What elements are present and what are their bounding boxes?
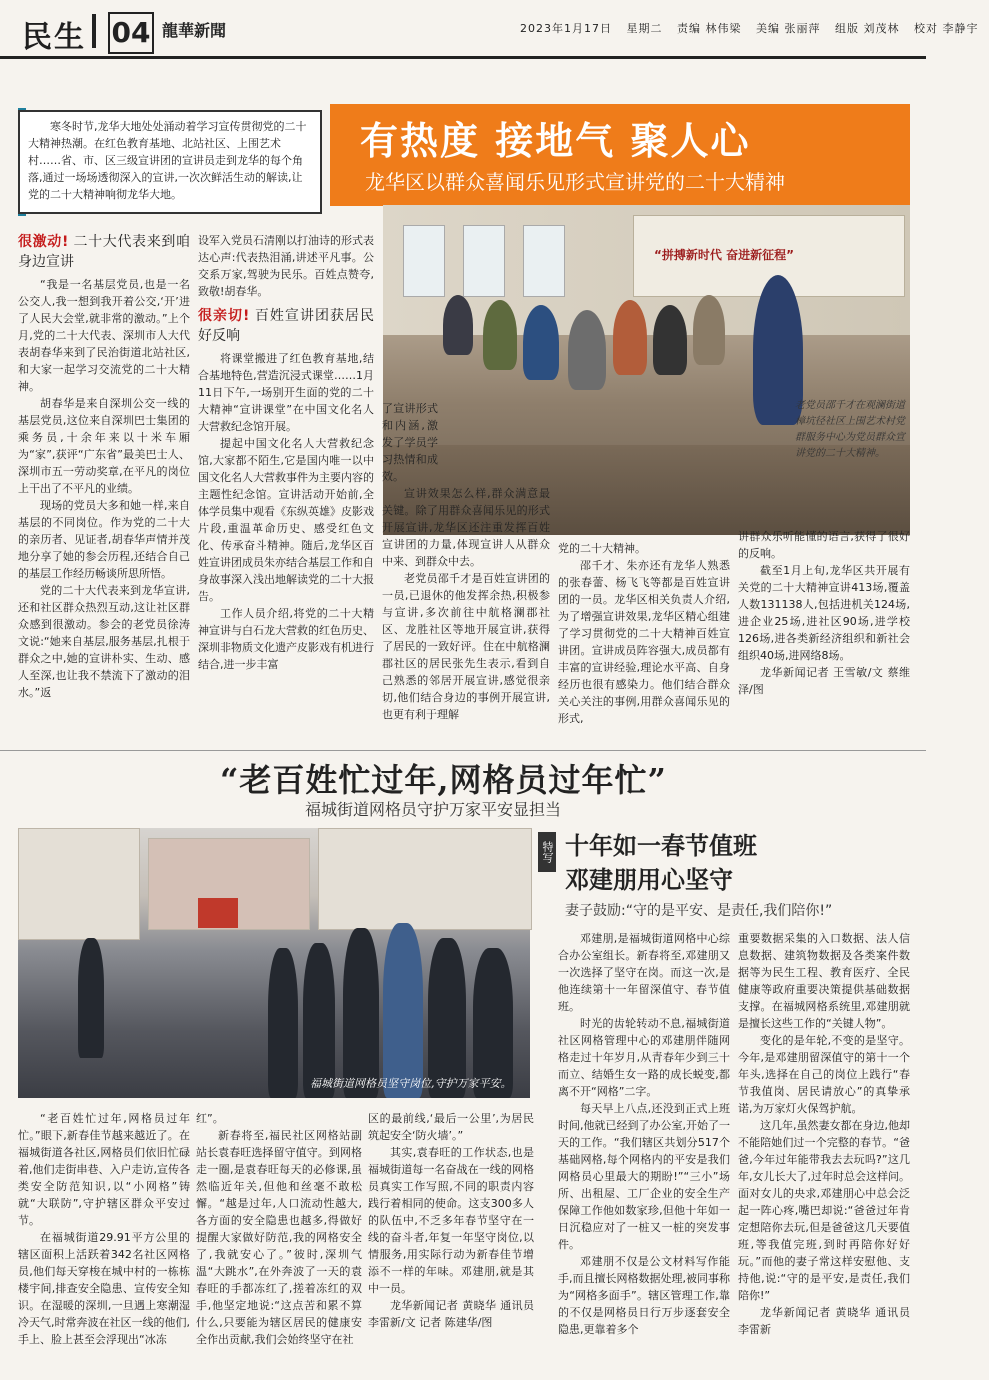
paragraph: 其实,袁春旺的工作状态,也是福城街道每一名奋战在一线的网格员真实工作写照,不同的职责内容践行着相同的使命。这支300多人的队伍中,不乏多年春节坚守在一线的奋斗者,年复一年坚守岗位,以情服务,用实际行动为新春佳节增添不一样的年味。邓建朋,就是其中一员。 (368, 1146, 534, 1295)
paragraph: 新春将至,福民社区网格站副站长袁春旺选择留守值守。到网格走一圈,是袁春旺每天的必修课,虽然临近年关,但他和丝毫不敢松懈。“越是过年,人口流动性越大,各方面的安全隐患也越多,得做好提醒大家做好防范,我的网格安全了,我就安心了。”彼时,深圳气温“大跳水”,在外奔波了一天的袁春旺的手都冻红了,搓着冻红的双手,他坚定地说:“这点苦和累不算什么,只要能为辖区居民的健康安全作出贡献,我们会始终坚守在社 (196, 1129, 362, 1346)
paragraph: 在福城街道29.91平方公里的辖区面积上活跃着342名社区网格员,他们每天穿梭在城中村的一栋栋楼宇间,排查安全隐患、宣传安全知识。在湿暖的深圳,一旦遇上寒潮湿冷天气,时常奔波在社区一线的他们,手上、脸上甚至会浮现出“冰冻 (18, 1231, 190, 1346)
col2-subhead-text: 百姓宣讲团获居民好反响 (198, 308, 375, 344)
col2-subhead (198, 306, 374, 346)
issue-weekday: 星期二 (626, 22, 663, 35)
paragraph: 讲群众乐听能懂的语言,获得了很好的反响。 (738, 530, 910, 560)
section-divider (92, 14, 96, 48)
proof-credit: 校对 李静宇 (914, 22, 979, 35)
section-rule (0, 750, 926, 751)
paragraph: 设军入党员石清刚以打油诗的形式表达心声:代表热泪涌,讲述平凡事。公交系万家,驾驶为民乐。百姓点赞夸,致敬!胡春华。 (198, 234, 374, 298)
paragraph: 每天早上八点,还没到正式上班时间,他就已经到了办公室,开始了一天的工作。“我们辖区共划分517个基础网格,每个网格内的平安是我们网格员心里最大的期盼!”“三小”场所、出租屋、工厂企业的安全生产保障工作他如数家珍,但他十年如一日沉稳应对了一桩又一桩的突发事件。 (558, 1102, 730, 1251)
paragraph: 重要数据采集的入口数据、法人信息数据、建筑物数据及各类案件数据等为民生工程、教育医疗、全民健康等政府重要决策提供基础数据支撑。在福城网格系统里,邓建朋就是擅长这些工作的“关键人物”。 (738, 932, 910, 1030)
article3-col1 (558, 930, 730, 1338)
paragraph: 截至1月上旬,龙华区共开展有关党的二十大精神宣讲413场,覆盖人数131138人,包括进机关124场,进企业25场,进社区90场,进学校126场,进各类新经济组织和新社会组织40场,进网络8场。 (738, 564, 910, 662)
article3-title-line1: 十年如一春节值班 (565, 831, 757, 860)
col1-subhead-red: 很激动! (18, 234, 69, 250)
page-number: 04 (108, 12, 154, 54)
paragraph: 了宣讲形式和内涵,激发了学员学习热情和成效。 (382, 402, 438, 483)
brand-logo: 龍華新聞 (162, 21, 227, 40)
issue-date: 2023年1月17日 (520, 22, 612, 35)
page-header (0, 0, 979, 60)
section-name: 民生 (22, 20, 86, 55)
issue-meta (520, 20, 989, 36)
paragraph: 工作人员介绍,将党的二十大精神宣讲与白石龙大营救的红色历史、深圳非物质文化遗产皮影戏有机进行结合,进一步丰富 (198, 607, 374, 671)
paragraph: 老党员邵千才是百姓宣讲团的一员,已退休的他发挥余热,积极参与宣讲,多次前往中航格澜郡社区、龙胜社区等地开展宣讲,获得了居民的一致好评。住在中航格澜郡社区的居民张先生表示,看到自己熟悉的邻居开展宣讲,感觉很亲切,他们结合身边的事例开展宣讲,也更有利于理解 (382, 572, 550, 721)
layout-credit: 组版 刘茂林 (835, 22, 900, 35)
article3-col2 (738, 930, 910, 1338)
byline: 龙华新闻记者 王雪敏/文 蔡维泽/图 (738, 666, 910, 696)
paragraph: 时光的齿轮转动不息,福城街道社区网格管理中心的邓建朋伴随网格走过十年岁月,从青春年少到三十而立、结婚生女一路的成长蜕变,都离不开“网格”二字。 (558, 1017, 730, 1098)
paragraph: 邓建朋,是福城街道网格中心综合办公室组长。新春将至,邓建朋又一次选择了坚守在岗。而这一次,是他连续第十一年留深值守、春节值班。 (558, 932, 730, 1013)
article2-title: “老百姓忙过年,网格员过年忙” (220, 761, 667, 799)
article2-col3 (368, 1110, 534, 1331)
paragraph: 这几年,虽然妻女都在身边,他却不能陪她们过一个完整的春节。“爸爸,今年过年能带我去去玩吗?”这几年,女儿长大了,过年时总会这样问。面对女儿的央求,邓建朋心中总会泛起一阵心疼,嘴巴却说:“爸爸过年肯定想陪你去玩,但是爸爸这几天要值班,等我值完班,到时再陪你好好玩。”而他的妻子常这样安慰他、支持他,说:“守的是平安,是责任,我们陪你!” (738, 1119, 910, 1302)
article2-col2 (196, 1110, 362, 1348)
article3-subtitle: 妻子鼓励:“守的是平安、是责任,我们陪你!” (565, 903, 833, 919)
col2-subhead-red: 很亲切! (198, 308, 250, 324)
article1-col1 (18, 232, 190, 701)
feature-tag: 特写 (538, 832, 556, 872)
paragraph: 区的最前线,‘最后一公里’,为居民筑起安全‘防火墙’。” (368, 1112, 534, 1142)
designer-credit: 美编 张丽萍 (756, 22, 821, 35)
paragraph: 现场的党员大多和她一样,来自基层的不同岗位。作为党的二十大的亲历者、见证者,胡春华声情并茂地分享了她的参会历程,还结合自己的基层工作经历畅谈所思所悟。 (18, 499, 190, 580)
paragraph: 邵千才、朱亦还有龙华人熟悉的张春蕾、杨飞飞等都是百姓宣讲团的一员。龙华区相关负责人介绍,为了增强宣讲效果,龙华区精心组建了学习贯彻党的二十大精神百姓宣讲团。宣讲成员阵容强大,成员都有丰富的宣讲经验,理论水平高、自身经历也很有感染力。他们结合群众关心关注的事例,用群众喜闻乐见的形式, (558, 559, 730, 725)
paragraph: 变化的是年轮,不变的是坚守。今年,是邓建朋留深值守的第十一个年头,选择在自己的岗位上践行“春节我值岗、居民请放心”的真挚承诺,为万家灯火保驾护航。 (738, 1034, 910, 1115)
article1-title: 有热度 接地气 聚人心 (360, 118, 751, 163)
paragraph: 邓建朋不仅是公文材料写作能手,而且擅长网格数据处理,被同事称为“网格多面手”。辖区管理工作,靠的不仅是网格员日行万步逐套安全隐患,更靠着多个 (558, 1255, 730, 1336)
article1-intro: 寒冬时节,龙华大地处处涌动着学习宣传贯彻党的二十大精神热潮。在红色教育基地、北站社区、上围艺术村……省、市、区三级宣讲团的宣讲员走到龙华的每个角落,通过一场场透彻深入的宣讲,一次次鲜活生动的解读,让党的二十大精神响彻龙华大地。 (18, 110, 322, 214)
article2-photo (18, 828, 530, 1098)
paragraph: “老百姓忙过年,网格员过年忙。”眼下,新春佳节越来越近了。在福城街道各社区,网格员们依旧忙碌着,他们走街串巷、入户走访,宣传各类安全防范知识,以“小网格”铸就“大联防”,守护辖区群众平安过节。 (18, 1112, 190, 1227)
paragraph: 党的二十大精神。 (558, 542, 646, 555)
article1-photo-caption: 老党员邵千才在观澜街道樟坑径社区上围艺术村党群服务中心为党员群众宣讲党的二十大精神。 (795, 400, 905, 459)
article1-col4 (558, 540, 730, 727)
photo-screen-text: “拼搏新时代 奋进新征程” (654, 248, 794, 262)
col1-subhead (18, 232, 190, 272)
paragraph: 胡春华是来自深圳公交一线的基层党员,这位来自深圳巴士集团的乘务员,十余年来以十米车厢为“家”,获评“广东省”最美巴士人、深圳市五一劳动奖章,在平凡的岗位上干出了不平凡的业绩。 (18, 397, 190, 495)
paragraph: 党的二十大代表来到龙华宣讲,还和社区群众热烈互动,这让社区群众感到很激动。参会的老党员徐涛文说:“她来自基层,服务基层,扎根于群众之中,她的宣讲朴实、生动、感人至深,也让我不禁流下了激动的泪水。”返 (18, 584, 190, 699)
article2-photo-caption: 福城街道网格员坚守岗位,守护万家平安。 (310, 1077, 512, 1090)
paragraph: 提起中国文化名人大营救纪念馆,大家都不陌生,它是国内唯一以中国文化名人大营救事件为主要内容的主题性纪念馆。宣讲活动开始前,全体学员集中观看《东纵英雄》皮影戏片段,重温革命历史、感受红色文化、传承奋斗精神。随后,龙华区百姓宣讲团成员朱亦结合基层工作和自身故事深入浅出地解读党的二十大报告。 (198, 437, 374, 603)
article2-col1 (18, 1110, 190, 1348)
editor-credit: 责编 林伟梁 (677, 22, 742, 35)
article2-subtitle: 福城街道网格员守护万家平安显担当 (305, 800, 562, 819)
byline: 龙华新闻记者 黄晓华 通讯员 李雷新 (738, 1306, 910, 1336)
paragraph: 将课堂搬进了红色教育基地,结合基地特色,营造沉浸式课堂……1月11日下午,一场别开生面的党的二十大精神“宣讲课堂”在中国文化名人大营救纪念馆开展。 (198, 352, 374, 433)
byline: 龙华新闻记者 黄晓华 通讯员 李雷新/文 记者 陈建华/图 (368, 1299, 534, 1329)
header-rule (0, 56, 926, 59)
paragraph: 宣讲效果怎么样,群众满意最关键。除了用群众喜闻乐见的形式开展宣讲,龙华区还注重发挥百姓宣讲团的力量,体现宣讲人从群众中来、到群众中去。 (382, 487, 550, 568)
article1-col2 (198, 232, 374, 673)
paragraph: 红”。 (196, 1112, 224, 1125)
article1-col3 (382, 400, 550, 723)
paragraph: “我是一名基层党员,也是一名公交人,我一想到我开着公交,‘开’进了人民大会堂,就非常的激动。”上个月,党的二十大代表、深圳市人大代表胡春华来到了民治街道北站社区,和大家一起学习交流党的二十大精神。 (18, 278, 190, 393)
article1-subtitle: 龙华区以群众喜闻乐见形式宣讲党的二十大精神 (365, 170, 785, 194)
col1-subhead-text: 二十大代表来到咱身边宣讲 (18, 234, 191, 270)
article3-title-line2: 邓建朋用心坚守 (565, 865, 733, 894)
article1-col5 (738, 528, 910, 698)
